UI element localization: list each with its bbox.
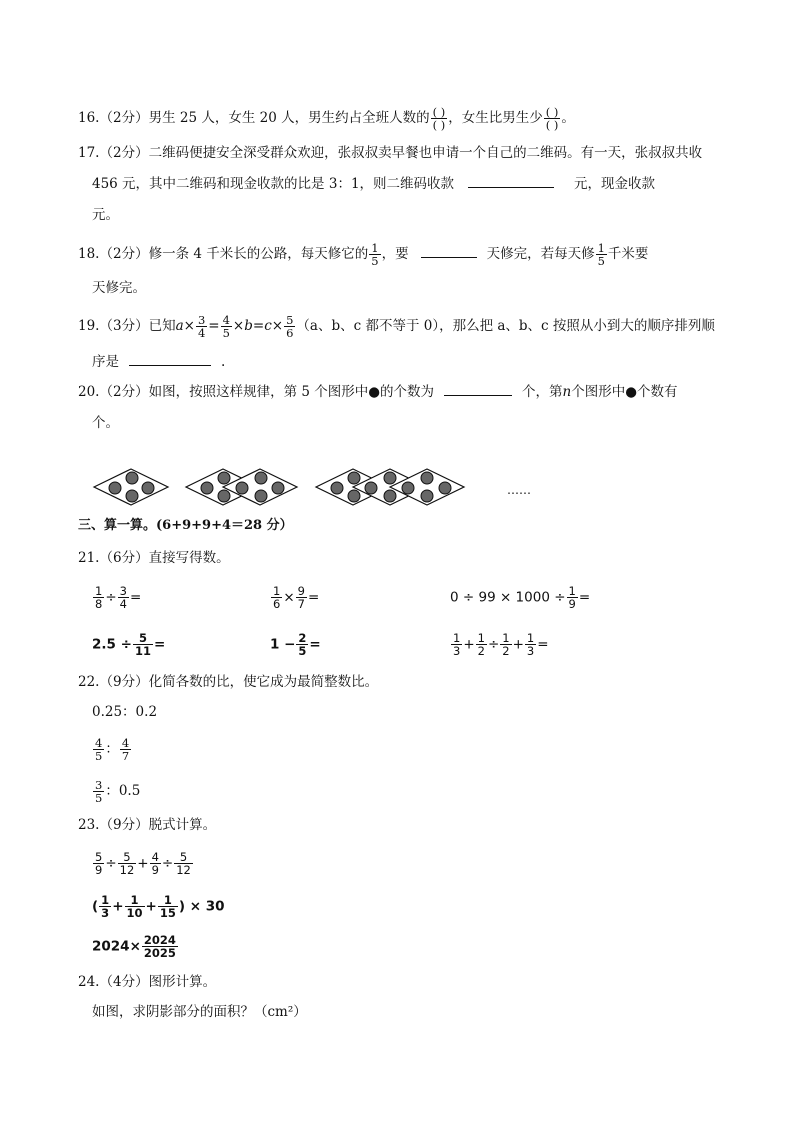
- question-22: 22.（9分）化简各数的比，使它成为最简整数比。: [78, 674, 379, 690]
- question-23: 23.（9分）脱式计算。: [78, 817, 217, 833]
- question-21: 21.（6分）直接写得数。: [78, 550, 230, 566]
- question-20-line2: 个。: [92, 415, 119, 431]
- question-24: 24.（4分）图形计算。: [78, 974, 217, 990]
- expression-21-6: $\frac{1}{3}$ + $\frac{1}{2}$ ÷ $\frac{1}{2}$ + $\frac{1}{3}$ =: [453, 631, 549, 658]
- question-16: 16.（2分）男生 25 人，女生 20 人，男生约占全班人数的 ( ) ( ) ，女生比男生少 ( ) ( ) 。: [78, 105, 575, 132]
- question-17-line2: 456 元，其中二维码和现金收款的比是 3：1，则二维码收款 元，现金收款: [92, 176, 656, 192]
- answer-blank[interactable]: [129, 353, 211, 366]
- score-label: （2分）: [99, 110, 149, 126]
- section-3-title: 三、算一算。(6+9+9+4＝28 分）: [78, 518, 293, 533]
- question-20: 20.（2分）如图，按照这样规律，第 5 个图形中●的个数为 个，第n个图形中●个数有: [78, 384, 678, 400]
- ratio-22-3: $\frac{3}{5}$ ：0.5: [95, 778, 141, 805]
- question-18: 18.（2分）修一条 4 千米长的公路，每天修它的 $\frac{1}{5}$ ，要 天修完，若每天修 $\frac{1}{5}$ 千米要: [78, 241, 649, 268]
- expression-21-1: $\frac{1}{8}$ ÷ $\frac{3}{4}$ =: [95, 584, 142, 611]
- answer-blank[interactable]: [421, 245, 477, 258]
- calc-23-1: $\frac{5}{9}$ ÷ $\frac{5}{12}$ + $\frac{4}{9}$ ÷ $\frac{5}{12}$: [95, 850, 191, 877]
- expression-21-2: $\frac{1}{6}$ × $\frac{9}{7}$ =: [273, 584, 320, 611]
- question-number: 16.: [78, 110, 100, 126]
- calc-23-3: 2024× $\frac{2024}{2025}$: [92, 933, 176, 960]
- answer-blank[interactable]: [468, 175, 554, 188]
- answer-blank[interactable]: [444, 383, 512, 396]
- calc-23-2: ( $\frac{1}{3}$ + $\frac{1}{10}$ + $\frac{1}{15}$ ) × 30: [92, 893, 225, 920]
- question-17: 17.（2分）二维码便捷安全深受群众欢迎，张叔叔卖早餐也申请一个自己的二维码。有一天，张叔叔共收: [78, 145, 703, 161]
- answer-fraction: ( ) ( ): [432, 105, 446, 132]
- expression-21-3: 0 ÷ 99 × 1000 ÷ $\frac{1}{9}$ =: [450, 584, 591, 611]
- expression-21-5: 1 − $\frac{2}{5}$ =: [270, 631, 321, 658]
- question-24-line2: 如图，求阴影部分的面积？（cm²）: [92, 1004, 307, 1020]
- answer-fraction: ( ) ( ): [545, 105, 559, 132]
- ratio-22-1: 0.25：0.2: [92, 704, 158, 720]
- question-19-line2: 序是 .: [92, 354, 226, 370]
- ellipsis: ……: [507, 483, 531, 497]
- expression-21-4: 2.5 ÷ $\frac{5}{11}$ =: [92, 631, 166, 658]
- ratio-22-2: $\frac{4}{5}$ ： $\frac{4}{7}$: [95, 736, 130, 763]
- question-17-line3: 元。: [92, 207, 119, 223]
- question-18-line2: 天修完。: [92, 280, 146, 296]
- question-19: 19.（3分）已知a× $\frac{3}{4}$ = $\frac{4}{5}$ ×b=c× $\frac{5}{6}$ （a、b、c 都不等于 0），那么把 a、b、c 按照从小到大的顺序排列顺: [78, 313, 715, 340]
